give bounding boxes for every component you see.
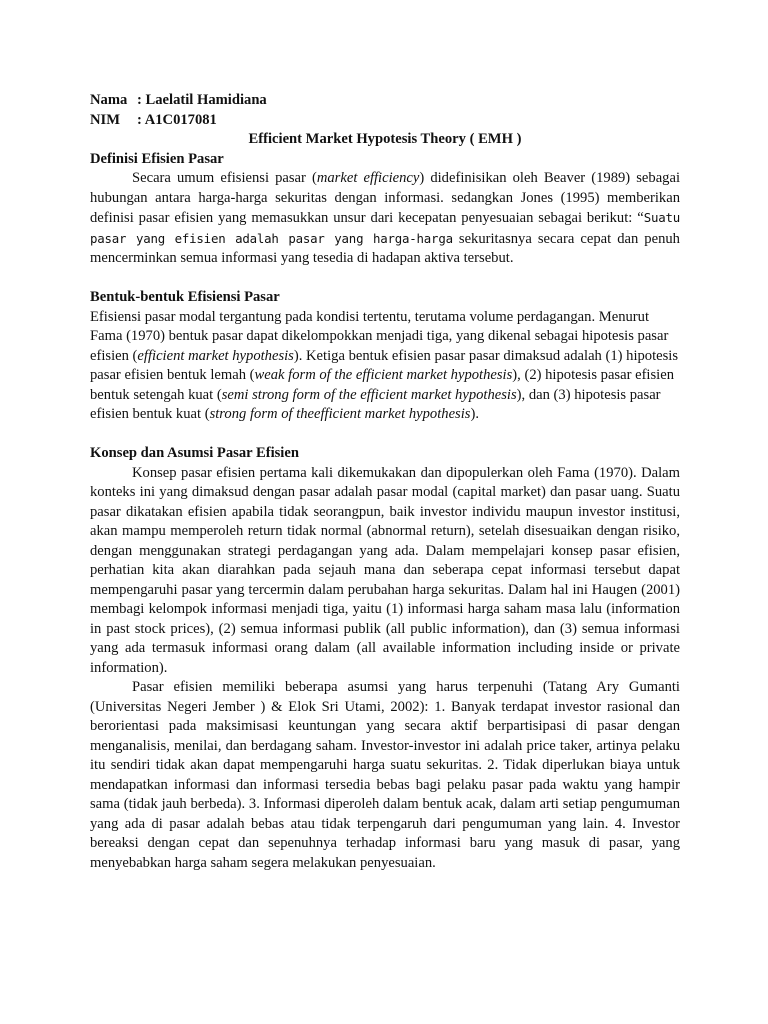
italic-term: strong form of theefficient market hypothesis <box>209 406 471 422</box>
italic-term: market efficiency <box>316 170 420 186</box>
document-page <box>90 91 680 873</box>
paragraph-definisi <box>90 169 680 269</box>
section-heading-definisi: Definisi Efisien Pasar <box>90 150 224 167</box>
paragraph-text: ) didefinisikan oleh Beaver (1989) sebagai hubungan antara harga-harga sekuritas dengan informasi. sedangkan Jones (1995) memberikan definisi pasar efisien yang memasukkan unsur dari kecepatan penyesuaian sebagai berikut: “ <box>90 170 681 226</box>
paragraph-konsep: Konsep pasar efisien pertama kali dikemukakan dan dipopulerkan oleh Fama (1970). Dalam konteks ini yang dimaksud dengan pasar adalah pasar modal (capital market) dan pasar uang. Suatu pasar dikatakan efisien apabila tidak seorangpun, baik investor individu maupun investor institusi, akan mampu memperoleh return tidak normal (abnormal return), setelah disesuaikan dengan risiko, dengan menggunakan strategi perdagangan yang ada. Dalam mempelajari konsep pasar efisien, perhatian kita akan diarahkan pada sejauh mana dan seberapa cepat informasi tersebut dapat mempengaruhi pasar yang tercermin dalam perubahan harga sekuritas. Dalam hal ini Haugen (2001) membagi kelompok informasi menjadi tiga, yaitu (1) informasi harga saham masa lalu (information in past stock prices), (2) semua informasi publik (all public information), dan (3) semua informasi yang ada termasuk informasi orang dalam (all available information including inside or private information). <box>90 464 680 676</box>
paragraph-asumsi: Pasar efisien memiliki beberapa asumsi yang harus terpenuhi (Tatang Ary Gumanti (Universitas Negeri Jember ) & Elok Sri Utami, 2002): 1. Banyak terdapat investor rasional dan berorientasi pada maksimisasi keuntungan yang secara aktif berpartisipasi di pasar dengan menganalisis, menilai, dan berdagang saham. Investor-investor ini adalah price taker, artinya pelaku itu sendiri tidak akan dapat mempengaruhi harga suatu sekuritas. 2. Tidak diperlukan biaya untuk mendapatkan informasi dan informasi tersedia bebas bagi pelaku pasar pada waktu yang hampir sama (tidak jauh berbeda). 3. Informasi diperoleh dalam bentuk acak, dalam arti setiap pengumuman yang ada di pasar adalah bebas atau tidak terpengaruh dari pengumuman yang lain. 4. Investor bereaksi dengan cepat dan sepenuhnya terhadap informasi baru yang masuk di pasar, yang menyebabkan harga saham segera melakukan penyesuaian. <box>90 679 680 871</box>
document-title: Efficient Market Hypotesis Theory ( EMH ) <box>248 131 522 147</box>
paragraph-text: ), dan (3) hipotesis pasar efisien bentuk kuat ( <box>90 386 661 422</box>
paragraph-text: ). <box>470 406 479 422</box>
paragraph-text: Secara umum efisiensi pasar ( <box>132 170 317 186</box>
paragraph-text: ). Ketiga bentuk efisien pasar pasar dimaksud adalah (1) hipotesis pasar efisien bentuk lemah ( <box>90 347 679 383</box>
name-line <box>90 91 680 111</box>
nim-label: NIM <box>90 111 120 128</box>
italic-term: semi strong form of the efficient market hypothesis <box>221 386 517 403</box>
paragraph-text: Efisiensi pasar modal tergantung pada kondisi tertentu, terutama volume perdagangan. Menurut Fama (1970) bentuk pasar dapat dikelompokkan menjadi tiga, yang dikenal sebagai hipotesis pasar efisien ( <box>90 308 669 364</box>
paragraph-text: sekuritasnya secara cepat dan penuh mencerminkan semua informasi yang tesedia di hadapan aktiva tersebut. <box>90 230 680 266</box>
section-heading-bentuk: Bentuk-bentuk Efisiensi Pasar <box>90 289 280 305</box>
spacer <box>90 269 680 289</box>
section-heading-konsep: Konsep dan Asumsi Pasar Efisien <box>90 445 299 461</box>
name-value: : Laelatil Hamidiana <box>137 92 267 108</box>
nim-line <box>90 111 680 131</box>
italic-term: efficient market hypothesis <box>137 347 294 364</box>
italic-term: weak form of the efficient market hypothesis <box>254 367 513 383</box>
paragraph-bentuk <box>90 308 680 425</box>
name-label: Nama <box>90 92 128 108</box>
paragraph-text: ), (2) hipotesis pasar efisien bentuk setengah kuat ( <box>90 367 674 403</box>
spacer <box>90 425 680 445</box>
nim-value: : A1C017081 <box>137 111 217 128</box>
quote-text: Suatu pasar yang efisien adalah pasar yang harga-harga <box>90 210 680 246</box>
